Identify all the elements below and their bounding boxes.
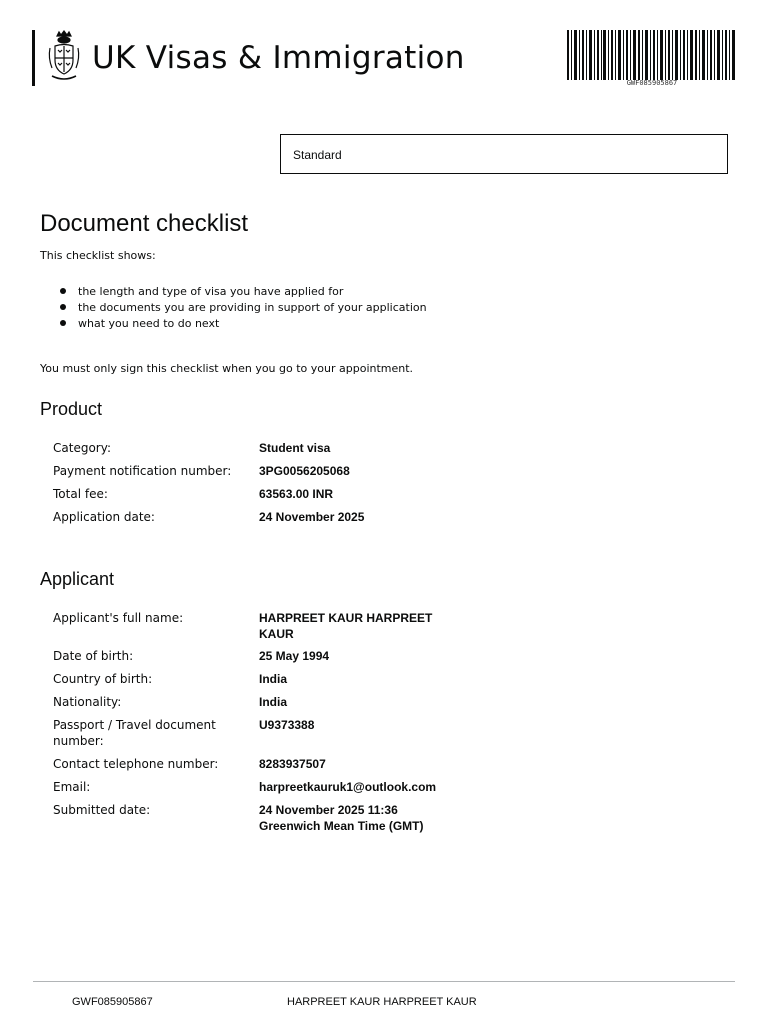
row-value: India xyxy=(259,672,288,686)
page-title: Document checklist xyxy=(40,210,249,237)
checklist-bullets xyxy=(60,284,427,332)
barcode xyxy=(567,30,737,80)
application-type: Standard xyxy=(293,148,342,162)
row-label: Nationality: xyxy=(53,695,122,709)
row-value: 63563.00 INR xyxy=(259,487,334,501)
royal-coat-of-arms-icon xyxy=(47,30,81,86)
header-divider xyxy=(32,30,35,86)
row-value: 25 May 1994 xyxy=(259,649,330,663)
row-label: Submitted date: xyxy=(53,803,151,817)
row-label: Passport / Travel document number: xyxy=(53,718,216,748)
row-label: Applicant's full name: xyxy=(53,611,184,625)
row-value: harpreetkauruk1@outlook.com xyxy=(259,780,437,794)
brand-title: UK Visas & Immigration xyxy=(92,40,465,76)
row-value: Student visa xyxy=(259,441,331,455)
application-type-box xyxy=(280,134,728,174)
intro-text: This checklist shows: xyxy=(40,249,156,262)
row-value: 24 November 2025 11:36 Greenwich Mean Time (GMT) xyxy=(259,803,424,833)
bullet-item: the length and type of visa you have applied for xyxy=(60,284,427,300)
row-label: Contact telephone number: xyxy=(53,757,219,771)
sign-note: You must only sign this checklist when you go to your appointment. xyxy=(40,362,414,375)
row-value: India xyxy=(259,695,288,709)
row-label: Total fee: xyxy=(53,487,108,501)
barcode-number: GWF085905867 xyxy=(626,79,678,87)
row-value: 24 November 2025 xyxy=(259,510,365,524)
bullet-item: what you need to do next xyxy=(60,316,427,332)
row-label: Application date: xyxy=(53,510,155,524)
row-value: 3PG0056205068 xyxy=(259,464,350,478)
product-heading: Product xyxy=(40,399,103,419)
row-value: U9373388 xyxy=(259,718,315,732)
applicant-heading: Applicant xyxy=(40,569,115,589)
footer-name: HARPREET KAUR HARPREET KAUR xyxy=(287,996,477,1008)
row-label: Email: xyxy=(53,780,91,794)
footer-reference: GWF085905867 xyxy=(72,996,153,1008)
footer-divider xyxy=(33,981,735,982)
row-value: HARPREET KAUR HARPREET KAUR xyxy=(259,611,433,641)
row-label: Date of birth: xyxy=(53,649,134,663)
bullet-item: the documents you are providing in support of your application xyxy=(60,300,427,316)
row-value: 8283937507 xyxy=(259,757,326,771)
row-label: Payment notification number: xyxy=(53,464,232,478)
row-label: Category: xyxy=(53,441,111,455)
row-label: Country of birth: xyxy=(53,672,153,686)
